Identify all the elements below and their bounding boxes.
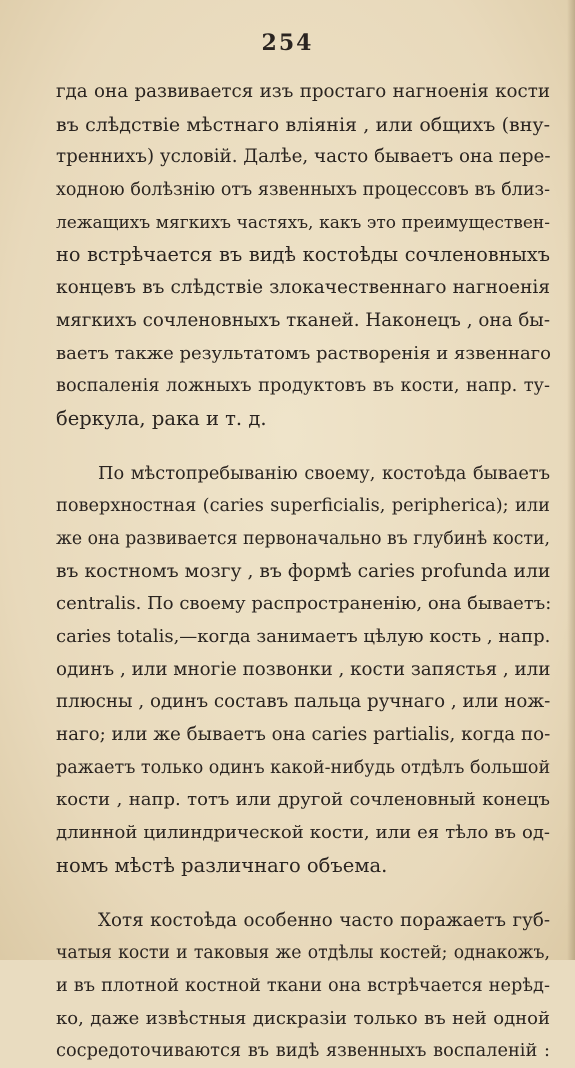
text-line: одинъ , или многіе позвонки , кости запястья , или — [56, 658, 551, 680]
paragraph-2 — [56, 458, 550, 883]
text-line: же она развивается первоначально въ глубинѣ кости, — [56, 528, 550, 549]
text-line: гда она развивается изъ простаго нагноенія кости — [56, 81, 550, 102]
text-line: ваетъ также результатомъ растворенія и язвеннаго — [56, 342, 551, 364]
text-line: въ костномъ мозгу , въ формѣ caries profunda или — [56, 560, 551, 582]
page-edge-shadow — [567, 0, 575, 960]
text-line: беркула, рака и т. д. — [56, 406, 267, 430]
text-line: centralis. По своему распространенію, она бываетъ: — [56, 593, 552, 615]
page-text — [56, 76, 550, 1068]
text-line: поверхностная (caries superficialis, peripherica); или — [56, 496, 550, 517]
text-line: caries totalis,—когда занимаетъ цѣлую кость , напр. — [56, 626, 551, 647]
text-line: лежащихъ мягкихъ частяхъ, какъ это преимуществен- — [56, 212, 550, 233]
text-line: кости , напр. тотъ или другой сочленовный конецъ — [56, 789, 550, 811]
text-line: въ слѣдствіе мѣстнаго вліянія , или общихъ (вну- — [56, 113, 550, 136]
text-line: мягкихъ сочленовныхъ тканей. Наконецъ , она бы- — [56, 309, 550, 331]
text-line: и въ плотной костной ткани она встрѣчается нерѣд- — [56, 975, 550, 996]
text-line: но встрѣчается въ видѣ костоѣды сочленовныхъ — [56, 243, 550, 267]
text-line: концевъ въ слѣдствіе злокачественнаго нагноенія — [56, 277, 550, 299]
text-line: ражаетъ только одинъ какой-нибудь отдѣлъ большой — [56, 757, 551, 778]
text-line: ко, даже извѣстныя дискразіи только въ ней одной — [56, 1007, 550, 1029]
text-line: чатыя кости и таковыя же отдѣлы костей; однакожъ, — [56, 943, 550, 964]
text-line: плюсны , одинъ составъ пальца ручнаго , или нож- — [56, 691, 551, 713]
text-line: треннихъ) условій. Далѣе, часто бываетъ она пере- — [56, 146, 551, 168]
text-line: номъ мѣстѣ различнаго объема. — [56, 853, 388, 877]
text-line: ходною болѣзнію отъ язвенныхъ процессовъ въ близ- — [56, 180, 550, 201]
text-line: Хотя костоѣда особенно часто поражаетъ губ- — [98, 909, 550, 931]
text-line: По мѣстопребыванію своему, костоѣда бываетъ — [98, 463, 550, 484]
text-line: сосредоточиваются въ видѣ язвенныхъ воспаленій : — [56, 1041, 550, 1062]
paragraph-3 — [56, 905, 550, 1068]
text-line: наго; или же бываетъ она caries partialis, когда по- — [56, 724, 551, 746]
text-line: воспаленія ложныхъ продуктовъ въ кости, напр. ту- — [56, 376, 550, 397]
page-number: 254 — [261, 30, 314, 56]
text-line: длинной цилиндрической кости, или ея тѣло въ од- — [56, 822, 550, 844]
paragraph-1 — [56, 76, 550, 436]
